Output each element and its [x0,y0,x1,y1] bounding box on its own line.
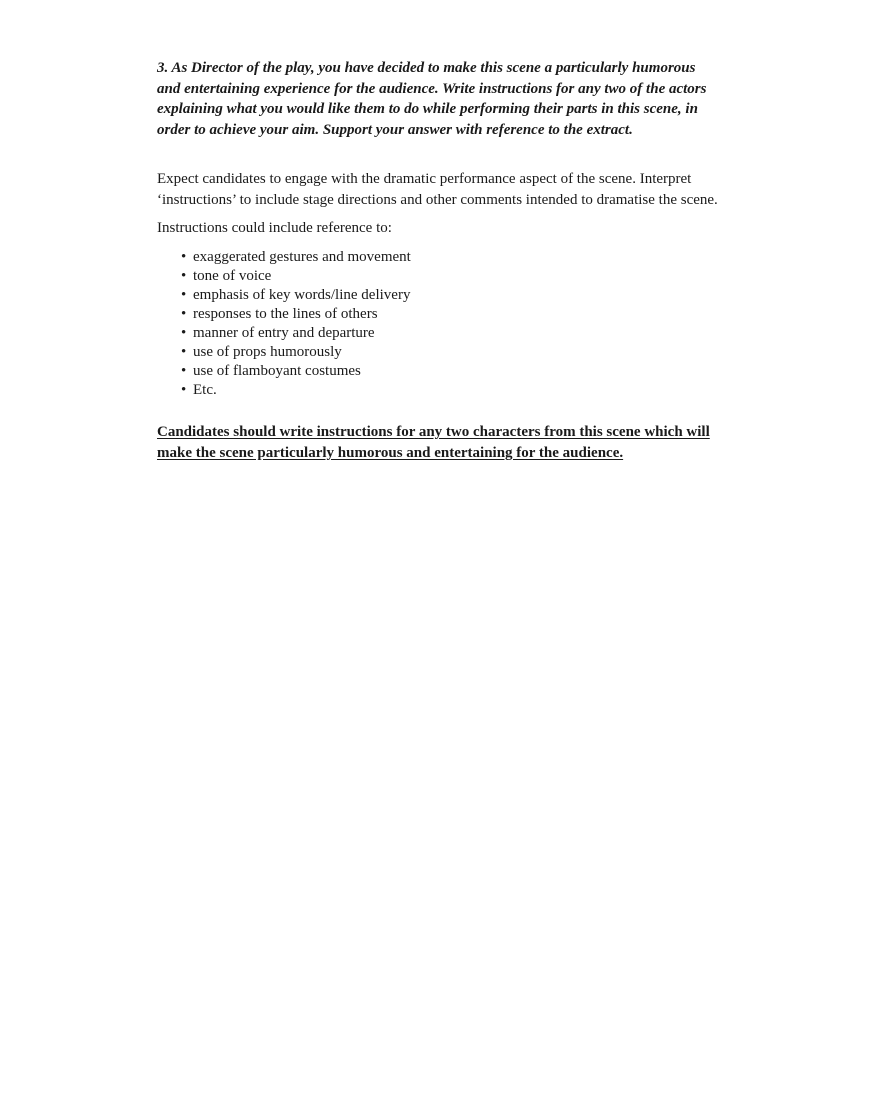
list-item [181,381,757,400]
bullet-icon: • [181,382,187,398]
list-item [181,343,757,362]
bullet-icon: • [181,344,187,360]
list-item [181,286,757,305]
bullet-icon: • [181,287,187,303]
list-item-text: Etc. [193,382,217,398]
conclusion-line: make the scene particularly humorous and entertaining for the audience. [157,445,624,461]
list-item-text: use of props humorously [193,344,342,360]
guidance-line: Expect candidates to engage with the dramatic performance aspect of the scene. Interpret [157,171,692,187]
list-item-text: exaggerated gestures and movement [193,249,411,265]
list-item [181,267,757,286]
conclusion-line: Candidates should write instructions for any two characters from this scene which will [157,424,710,440]
list-item-text: use of flamboyant costumes [193,363,361,379]
list-item [181,324,757,343]
question-line: and entertaining experience for the audience. Write instructions for any two of the actors [157,80,707,97]
bullet-icon: • [181,268,187,284]
list-item-text: tone of voice [193,268,272,284]
guidance-paragraph [157,169,757,211]
question-line: order to achieve your aim. Support your answer with reference to the extract. [157,121,633,138]
guidance-line: ‘instructions’ to include stage directions and other comments intended to dramatise the scene. [157,192,718,208]
bullet-icon: • [181,363,187,379]
bullet-icon: • [181,325,187,341]
bullet-icon: • [181,249,187,265]
list-item-text: emphasis of key words/line delivery [193,287,411,303]
instruction-list [181,248,757,400]
conclusion-text [157,422,757,464]
question-line: 3. As Director of the play, you have decided to make this scene a particularly humorous [157,60,696,76]
list-item [181,362,757,381]
document-page [157,58,757,479]
question-line: explaining what you would like them to do while performing their parts in this scene, in [157,101,698,117]
list-item-text: manner of entry and departure [193,325,375,341]
list-item [181,305,757,324]
list-item-text: responses to the lines of others [193,306,378,322]
list-item [181,248,757,267]
question-text [157,58,757,140]
guidance-intro: Instructions could include reference to: [157,220,392,236]
bullet-icon: • [181,306,187,322]
